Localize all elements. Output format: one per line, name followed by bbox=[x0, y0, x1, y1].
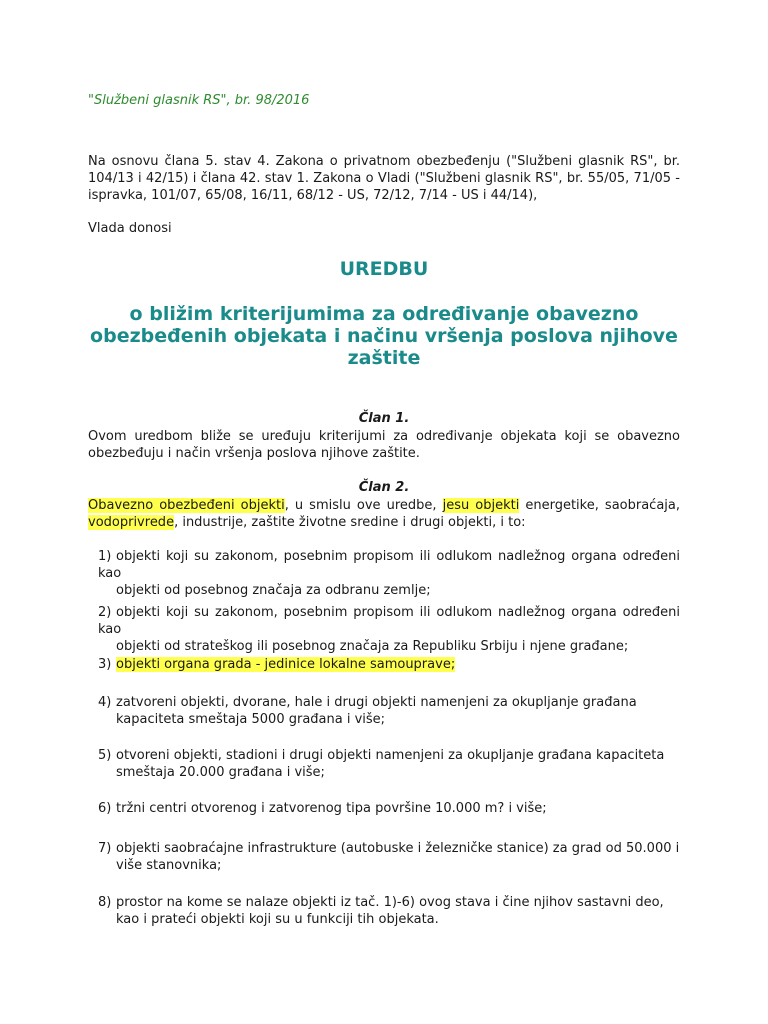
list-item bbox=[98, 656, 680, 673]
list-item-text: više stanovnika; bbox=[116, 858, 222, 873]
list-item-text: objekti koji su zakonom, posebnim propisom ili odlukom nadležnog organa određeni kao bbox=[98, 549, 680, 581]
preamble-line: Na osnovu člana 5. stav 4. Zakona o privatnom obezbeđenju ("Službeni glasnik RS", br. bbox=[88, 154, 680, 169]
list-item bbox=[98, 840, 680, 874]
list-item-number: 1) bbox=[98, 549, 112, 564]
list-item-text: smeštaja 20.000 građana i više; bbox=[116, 765, 325, 780]
preamble-line: 104/13 i 42/15) i člana 42. stav 1. Zakona o Vladi ("Službeni glasnik RS", br. 55/05, 71/05 - bbox=[88, 171, 680, 186]
list-item-text: otvoreni objekti, stadioni i drugi objekti namenjeni za okupljanje građana kapaciteta bbox=[116, 748, 665, 763]
article-1-line: obezbeđuju i način vršenja poslova njihove zaštite. bbox=[88, 446, 420, 461]
subtitle-line: zaštite bbox=[347, 347, 421, 369]
list-item-text: kao i prateći objekti koji su u funkciji tih objekata. bbox=[116, 912, 439, 927]
article-2-intro-line bbox=[88, 497, 680, 514]
list-item-text: objekti od strateškog ili posebnog značaja za Republiku Srbiju i njene građane; bbox=[116, 639, 629, 654]
list-item-text: prostor na kome se nalaze objekti iz tač. 1)-6) ovog stava i čine njihov sastavni deo, bbox=[116, 895, 664, 910]
list-item bbox=[98, 694, 680, 728]
list-item-number: 4) bbox=[98, 695, 112, 710]
list-item bbox=[98, 604, 680, 655]
gazette-reference: "Službeni glasnik RS", br. 98/2016 bbox=[88, 93, 310, 108]
preamble-line: ispravka, 101/07, 65/08, 16/11, 68/12 - US, 72/12, 7/14 - US i 44/14), bbox=[88, 188, 538, 203]
highlight-city-organs: objekti organa grada - jedinice lokalne samouprave; bbox=[116, 657, 456, 672]
list-item-number: 5) bbox=[98, 748, 112, 763]
list-item-number: 7) bbox=[98, 841, 112, 856]
list-item bbox=[98, 548, 680, 599]
intro-text: , industrije, zaštite životne sredine i drugi objekti, i to: bbox=[174, 515, 526, 530]
list-item-text: tržni centri otvorenog i zatvorenog tipa površine 10.000 m? i više; bbox=[116, 801, 547, 816]
list-item bbox=[98, 894, 680, 928]
subtitle-line: obezbeđenih objekata i načinu vršenja poslova njihove bbox=[90, 325, 678, 347]
list-item-number: 8) bbox=[98, 895, 112, 910]
government-adopts: Vlada donosi bbox=[88, 221, 172, 236]
list-item-text: objekti saobraćajne infrastrukture (autobuske i železničke stanice) za grad od 50.000 i bbox=[116, 841, 680, 856]
document-subtitle bbox=[88, 303, 680, 369]
list-item-number: 6) bbox=[98, 801, 112, 816]
list-item-text: zatvoreni objekti, dvorane, hale i drugi objekti namenjeni za okupljanje građana bbox=[116, 695, 637, 710]
article-1-heading: Član 1. bbox=[358, 411, 410, 426]
document-title: UREDBU bbox=[339, 258, 429, 280]
article-2-intro-line bbox=[88, 514, 680, 531]
list-item-number: 2) bbox=[98, 605, 112, 620]
article-1-text bbox=[88, 428, 680, 462]
list-item-text: kapaciteta smeštaja 5000 građana i više; bbox=[116, 712, 386, 727]
list-item-number: 3) bbox=[98, 657, 112, 672]
list-item bbox=[98, 747, 680, 781]
preamble bbox=[88, 153, 680, 204]
highlight-are-objects: jesu objekti bbox=[442, 498, 520, 513]
highlight-obligatory-objects: Obavezno obezbeđeni objekti bbox=[88, 498, 285, 513]
article-1-line: Ovom uredbom bliže se uređuju kriterijumi za određivanje objekata koji se obavezno bbox=[88, 429, 680, 444]
list-item-text: objekti koji su zakonom, posebnim propisom ili odlukom nadležnog organa određeni kao bbox=[98, 605, 680, 637]
article-2-heading: Član 2. bbox=[358, 480, 410, 495]
highlight-water-management: vodoprivrede bbox=[88, 515, 175, 530]
article-2-intro bbox=[88, 497, 680, 531]
list-item-text: objekti od posebnog značaja za odbranu zemlje; bbox=[116, 583, 431, 598]
intro-text: energetike, saobraćaja, bbox=[519, 498, 681, 513]
intro-text: , u smislu ove uredbe, bbox=[284, 498, 443, 513]
subtitle-line: o bližim kriterijumima za određivanje obavezno bbox=[129, 303, 639, 325]
list-item bbox=[98, 800, 680, 817]
